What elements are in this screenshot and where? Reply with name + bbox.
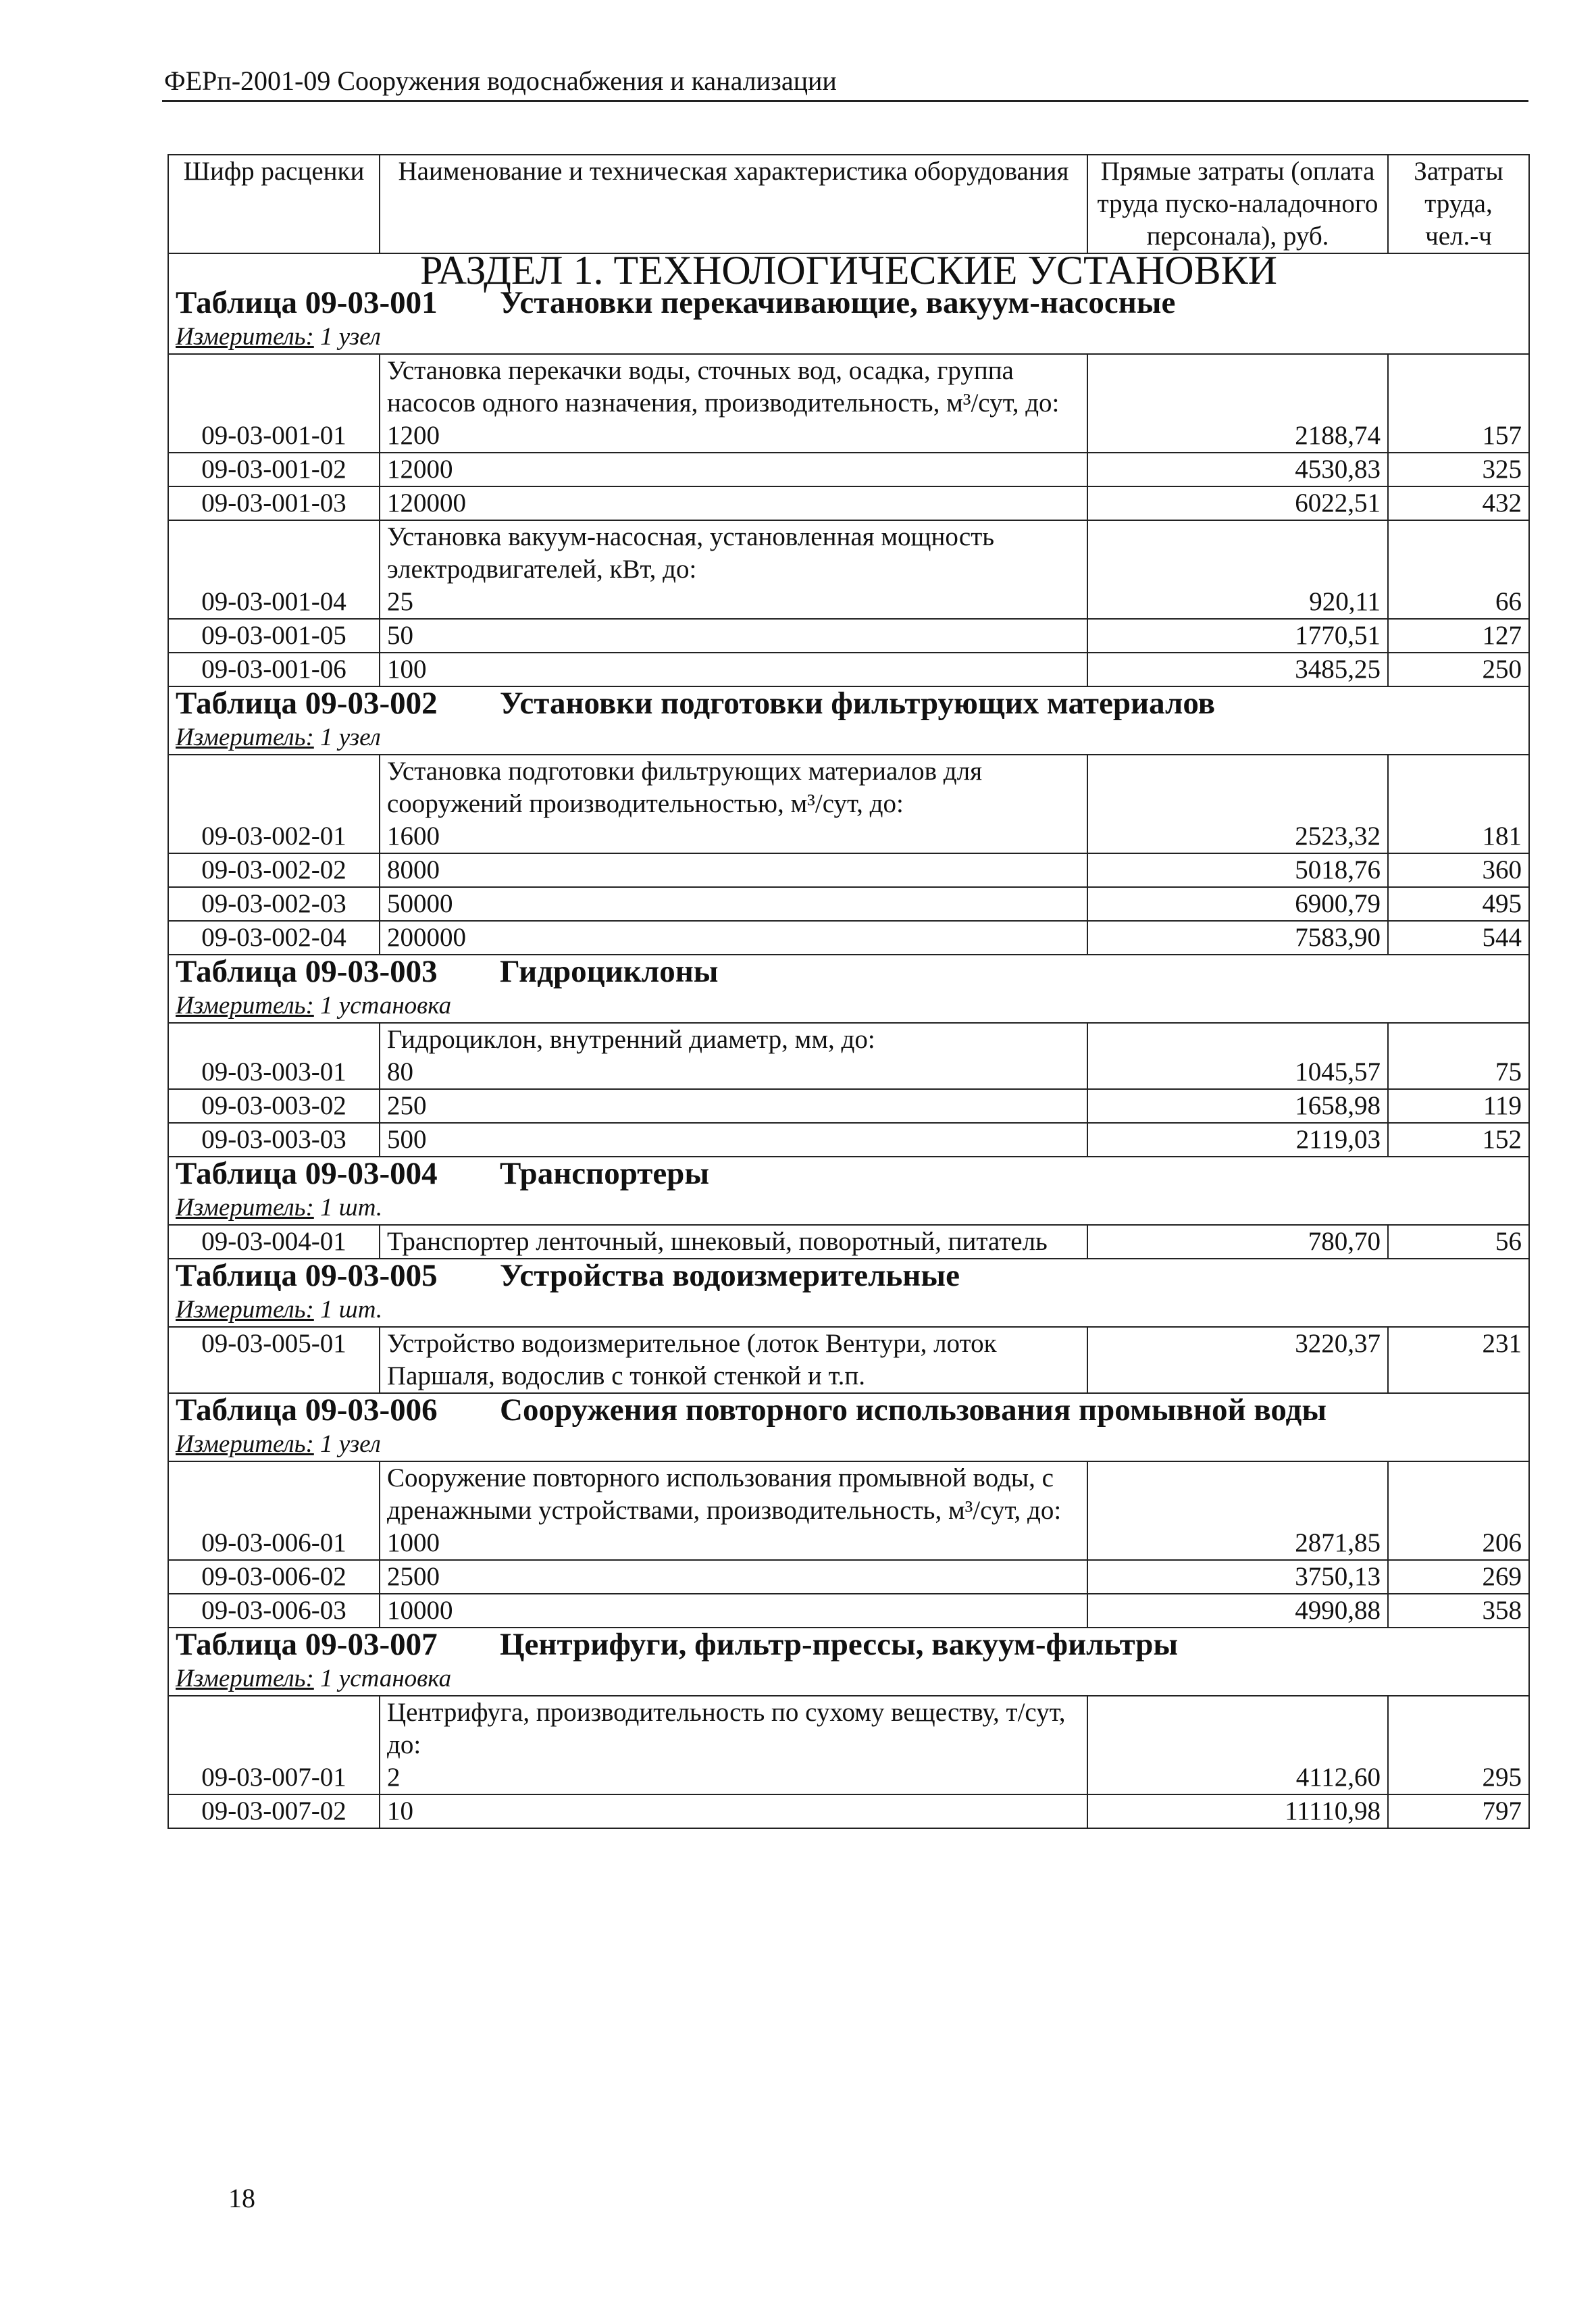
rate-row	[168, 1461, 1529, 1560]
rate-labor: 250	[1388, 653, 1529, 686]
rate-row	[168, 453, 1529, 486]
rate-code: 09-03-002-01	[168, 755, 380, 853]
rate-name	[380, 1089, 1087, 1123]
table-unit-row	[168, 1192, 1529, 1225]
rate-parameter-value: 1000	[387, 1528, 440, 1557]
rate-row	[168, 1794, 1529, 1828]
unit-label: Измеритель:	[176, 724, 314, 751]
table-label: Таблица 09-03-003	[176, 954, 438, 989]
rate-labor: 495	[1388, 887, 1529, 921]
rate-parameter-value: 80	[387, 1057, 413, 1086]
rate-row	[168, 755, 1529, 853]
group-description: Гидроциклон, внутренний диаметр, мм, до:	[387, 1025, 875, 1054]
group-description: Установка подготовки фильтрующих материалов для сооружений производительностью, м³/сут, до:	[387, 757, 983, 818]
rate-labor: 797	[1388, 1794, 1529, 1828]
unit-label: Измеритель:	[176, 992, 314, 1020]
table-title-cell	[168, 286, 1529, 321]
rate-parameter-value: 12000	[387, 455, 453, 484]
table-label: Таблица 09-03-005	[176, 1258, 438, 1293]
group-description: Сооружение повторного использования промывной воды, с дренажными устройствами, производительность, м³/сут, до:	[387, 1463, 1062, 1525]
rate-row	[168, 1696, 1529, 1794]
rate-name: Транспортер ленточный, шнековый, поворотный, питатель	[380, 1225, 1087, 1259]
rate-labor: 544	[1388, 921, 1529, 955]
rate-row	[168, 1560, 1529, 1594]
table-title-cell	[168, 1259, 1529, 1294]
table-unit-cell	[168, 321, 1529, 354]
rate-parameter-value: 100	[387, 655, 427, 684]
column-header-name: Наименование и техническая характеристика оборудования	[380, 155, 1087, 253]
table-name: Устройства водоизмерительные	[500, 1258, 960, 1293]
unit-label: Измеритель:	[176, 323, 314, 351]
table-label: Таблица 09-03-001	[176, 285, 438, 320]
rate-parameter-value: 1600	[387, 822, 440, 851]
rate-name	[380, 520, 1087, 619]
rate-code: 09-03-001-03	[168, 486, 380, 520]
running-head: ФЕРп-2001-09 Сооружения водоснабжения и канализации	[164, 66, 837, 96]
table-title-row	[168, 686, 1529, 722]
rate-parameter-value: 8000	[387, 855, 440, 884]
unit-value: 1 узел	[320, 724, 381, 751]
rate-code: 09-03-001-01	[168, 354, 380, 453]
table-unit-row	[168, 1428, 1529, 1461]
rates-body	[168, 248, 1529, 1828]
section-title: РАЗДЕЛ 1. ТЕХНОЛОГИЧЕСКИЕ УСТАНОВКИ	[168, 253, 1529, 286]
rate-code: 09-03-006-03	[168, 1594, 380, 1628]
rate-labor: 181	[1388, 755, 1529, 853]
rate-code: 09-03-001-05	[168, 619, 380, 653]
unit-label: Измеритель:	[176, 1430, 314, 1458]
rate-code: 09-03-006-02	[168, 1560, 380, 1594]
rate-row	[168, 887, 1529, 921]
unit-label: Измеритель:	[176, 1194, 314, 1222]
rate-name	[380, 453, 1087, 486]
table-title-row	[168, 286, 1529, 321]
table-unit-row	[168, 321, 1529, 354]
group-description: Центрифуга, производительность по сухому веществу, т/сут, до:	[387, 1698, 1066, 1759]
rate-parameter-value: 10000	[387, 1596, 453, 1625]
rate-row	[168, 1089, 1529, 1123]
column-header-labor: Затраты труда, чел.-ч	[1388, 155, 1529, 253]
rate-labor: 75	[1388, 1023, 1529, 1089]
rate-direct-cost: 2523,32	[1087, 755, 1388, 853]
rate-name	[380, 921, 1087, 955]
rate-labor: 152	[1388, 1123, 1529, 1157]
rate-name	[380, 1023, 1087, 1089]
table-label: Таблица 09-03-004	[176, 1156, 438, 1191]
table-title-cell	[168, 955, 1529, 990]
table-unit-cell	[168, 990, 1529, 1023]
table-name: Установки подготовки фильтрующих материалов	[500, 686, 1216, 721]
table-unit-cell	[168, 1294, 1529, 1327]
page-number: 18	[228, 2183, 255, 2213]
rate-row	[168, 1327, 1529, 1393]
rate-direct-cost: 3485,25	[1087, 653, 1388, 686]
column-header-row	[168, 155, 1529, 253]
rate-direct-cost: 1045,57	[1087, 1023, 1388, 1089]
rate-name	[380, 755, 1087, 853]
rate-labor: 325	[1388, 453, 1529, 486]
table-unit-cell	[168, 1663, 1529, 1696]
rate-parameter-value: 10	[387, 1796, 413, 1826]
rate-row	[168, 354, 1529, 453]
rate-row	[168, 1225, 1529, 1259]
rate-direct-cost: 6900,79	[1087, 887, 1388, 921]
rate-row	[168, 619, 1529, 653]
rate-labor: 56	[1388, 1225, 1529, 1259]
rate-code: 09-03-003-03	[168, 1123, 380, 1157]
rate-code: 09-03-007-01	[168, 1696, 380, 1794]
rate-parameter-value: 25	[387, 587, 413, 616]
table-unit-row	[168, 1663, 1529, 1696]
section-row	[168, 253, 1529, 286]
rate-parameter-value: 1200	[387, 421, 440, 450]
table-title-cell	[168, 1157, 1529, 1192]
rate-direct-cost: 4112,60	[1087, 1696, 1388, 1794]
rate-row	[168, 921, 1529, 955]
rate-labor: 66	[1388, 520, 1529, 619]
rate-labor: 231	[1388, 1327, 1529, 1393]
rate-code: 09-03-001-06	[168, 653, 380, 686]
rate-code: 09-03-007-02	[168, 1794, 380, 1828]
table-name: Установки перекачивающие, вакуум-насосные	[500, 285, 1176, 320]
rate-labor: 360	[1388, 853, 1529, 887]
header-rule	[162, 100, 1528, 102]
rate-direct-cost: 11110,98	[1087, 1794, 1388, 1828]
table-unit-cell	[168, 722, 1529, 755]
rate-name	[380, 1123, 1087, 1157]
rate-direct-cost: 2871,85	[1087, 1461, 1388, 1560]
table-unit-cell	[168, 1428, 1529, 1461]
rate-name	[380, 653, 1087, 686]
rate-parameter-value: 50	[387, 621, 413, 650]
rate-code: 09-03-002-04	[168, 921, 380, 955]
rate-name	[380, 887, 1087, 921]
table-name: Гидроциклоны	[500, 954, 719, 989]
rate-labor: 119	[1388, 1089, 1529, 1123]
table-name: Центрифуги, фильтр-прессы, вакуум-фильтры	[500, 1627, 1179, 1662]
rate-row	[168, 520, 1529, 619]
rate-labor: 432	[1388, 486, 1529, 520]
unit-value: 1 шт.	[320, 1296, 383, 1324]
rate-name	[380, 486, 1087, 520]
rate-direct-cost: 920,11	[1087, 520, 1388, 619]
rate-direct-cost: 1658,98	[1087, 1089, 1388, 1123]
rate-code: 09-03-001-04	[168, 520, 380, 619]
unit-value: 1 узел	[320, 1430, 381, 1458]
unit-value: 1 шт.	[320, 1194, 383, 1222]
rate-name	[380, 619, 1087, 653]
rate-direct-cost: 3220,37	[1087, 1327, 1388, 1393]
rate-code: 09-03-003-02	[168, 1089, 380, 1123]
rate-code: 09-03-001-02	[168, 453, 380, 486]
rate-labor: 358	[1388, 1594, 1529, 1628]
rate-parameter-value: 2	[387, 1763, 401, 1792]
rate-parameter-value: 120000	[387, 488, 466, 518]
column-header-direct-cost: Прямые затраты (оплата труда пуско-наладочного персонала), руб.	[1087, 155, 1388, 253]
rate-name	[380, 354, 1087, 453]
column-header-code: Шифр расценки	[168, 155, 380, 253]
table-title-row	[168, 1157, 1529, 1192]
unit-label: Измеритель:	[176, 1665, 314, 1692]
rate-name: Устройство водоизмерительное (лоток Вентури, лоток Паршаля, водослив с тонкой стенкой и т.п.	[380, 1327, 1087, 1393]
rate-row	[168, 1023, 1529, 1089]
table-label: Таблица 09-03-007	[176, 1627, 438, 1662]
table-title-row	[168, 1628, 1529, 1663]
rate-labor: 157	[1388, 354, 1529, 453]
rate-row	[168, 486, 1529, 520]
unit-label: Измеритель:	[176, 1296, 314, 1324]
rate-name	[380, 1461, 1087, 1560]
rate-row	[168, 1594, 1529, 1628]
rates-table	[168, 154, 1530, 1829]
rate-code: 09-03-002-03	[168, 887, 380, 921]
table-title-cell	[168, 1628, 1529, 1663]
rate-direct-cost: 2119,03	[1087, 1123, 1388, 1157]
rate-name	[380, 853, 1087, 887]
rate-code: 09-03-002-02	[168, 853, 380, 887]
table-unit-cell	[168, 1192, 1529, 1225]
rate-parameter-value: 2500	[387, 1562, 440, 1591]
rate-row	[168, 853, 1529, 887]
group-description: Установка вакуум-насосная, установленная мощность электродвигателей, кВт, до:	[387, 522, 995, 584]
rate-labor: 206	[1388, 1461, 1529, 1560]
table-unit-row	[168, 722, 1529, 755]
rate-parameter-value: 50000	[387, 889, 453, 918]
rate-name	[380, 1560, 1087, 1594]
rate-labor: 127	[1388, 619, 1529, 653]
rates-sheet	[168, 154, 1528, 1829]
table-title-cell	[168, 686, 1529, 722]
rate-code: 09-03-004-01	[168, 1225, 380, 1259]
rate-direct-cost: 4990,88	[1087, 1594, 1388, 1628]
rate-direct-cost: 5018,76	[1087, 853, 1388, 887]
rate-row	[168, 1123, 1529, 1157]
table-label: Таблица 09-03-002	[176, 686, 438, 721]
table-name: Сооружения повторного использования промывной воды	[500, 1392, 1327, 1428]
unit-value: 1 установка	[320, 992, 452, 1020]
rate-code: 09-03-003-01	[168, 1023, 380, 1089]
group-description: Установка перекачки воды, сточных вод, осадка, группа насосов одного назначения, производительность, м³/сут, до:	[387, 356, 1060, 418]
rate-direct-cost: 3750,13	[1087, 1560, 1388, 1594]
rate-parameter-value: 250	[387, 1091, 427, 1120]
rate-parameter-value: 500	[387, 1125, 427, 1154]
unit-value: 1 узел	[320, 323, 381, 351]
unit-value: 1 установка	[320, 1665, 452, 1692]
rate-name	[380, 1594, 1087, 1628]
rate-direct-cost: 1770,51	[1087, 619, 1388, 653]
rate-name	[380, 1794, 1087, 1828]
table-title-row	[168, 955, 1529, 990]
rate-direct-cost: 4530,83	[1087, 453, 1388, 486]
rate-direct-cost: 6022,51	[1087, 486, 1388, 520]
table-label: Таблица 09-03-006	[176, 1392, 438, 1428]
table-title-cell	[168, 1393, 1529, 1428]
rate-labor: 269	[1388, 1560, 1529, 1594]
rate-code: 09-03-006-01	[168, 1461, 380, 1560]
rate-code: 09-03-005-01	[168, 1327, 380, 1393]
table-title-row	[168, 1393, 1529, 1428]
table-name: Транспортеры	[500, 1156, 710, 1191]
rate-row	[168, 653, 1529, 686]
table-title-row	[168, 1259, 1529, 1294]
rate-name	[380, 1696, 1087, 1794]
rate-direct-cost: 7583,90	[1087, 921, 1388, 955]
rate-parameter-value: 200000	[387, 923, 466, 952]
rate-direct-cost: 2188,74	[1087, 354, 1388, 453]
rate-direct-cost: 780,70	[1087, 1225, 1388, 1259]
table-unit-row	[168, 990, 1529, 1023]
table-unit-row	[168, 1294, 1529, 1327]
rate-labor: 295	[1388, 1696, 1529, 1794]
